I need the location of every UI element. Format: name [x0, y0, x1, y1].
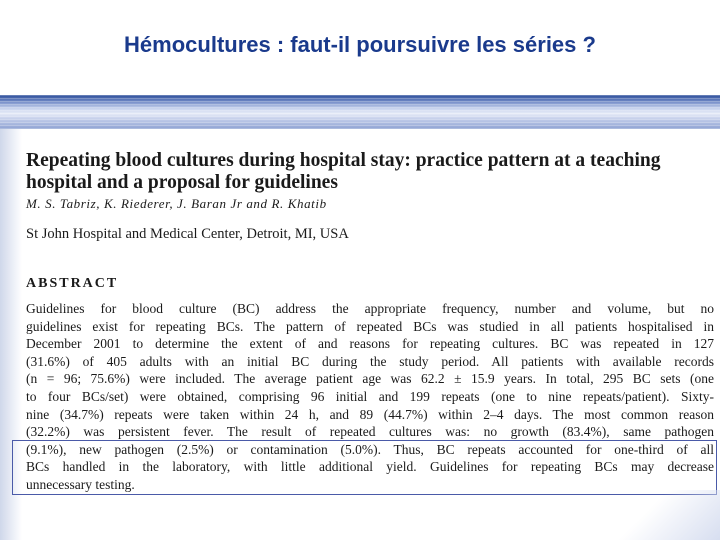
header-bar-stripes: [0, 95, 720, 129]
article-affiliation: St John Hospital and Medical Center, Detroit, MI, USA: [26, 226, 349, 242]
abstract-line: to four BCs/set) were obtained, comprising 96 initial and 199 repeats (one to nine repeats/patient). Sixty-: [26, 388, 714, 404]
slide-title: Hémocultures : faut-il poursuivre les séries ?: [124, 32, 596, 57]
abstract-line: guidelines exist for repeating BCs. The pattern of repeated BCs was studied in all patients hospitalised in: [26, 318, 714, 334]
highlight-box: [12, 440, 717, 495]
article-authors: M. S. Tabriz, K. Riederer, J. Baran Jr and R. Khatib: [26, 196, 327, 211]
abstract-line: (n = 96; 75.6%) were included. The average patient age was 62.2 ± 15.9 years. In total, 295 BC sets (one: [26, 371, 714, 387]
abstract-line: (31.6%) of 405 adults with an initial BC during the study period. All patients with available records: [26, 353, 714, 369]
abstract-line: nine (34.7%) repeats were taken within 24 h, and 89 (44.7%) within 2–4 days. The most common reason: [26, 406, 714, 422]
abstract-line: Guidelines for blood culture (BC) address the appropriate frequency, number and volume, but no: [26, 301, 714, 316]
abstract-heading: ABSTRACT: [26, 276, 119, 291]
abstract-line: (32.2%) was persistent fever. The result of repeated cultures was: no growth (83.4%), same pathogen: [26, 424, 714, 440]
corner-decoration: [600, 490, 720, 540]
abstract-line: BCs handled in the laboratory, with little additional yield. Guidelines for repeating BCs may decrease: [26, 459, 714, 475]
abstract-line: December 2001 to determine the extent of and reasons for repeating cultures. BC was repeated in 127: [26, 336, 714, 352]
abstract-line: (9.1%), new pathogen (2.5%) or contamination (5.0%). Thus, BC repeats accounted for one-third of all: [26, 441, 714, 457]
article-title: Repeating blood cultures during hospital stay: practice pattern at a teaching hospital and a proposal for guidelines: [26, 150, 661, 193]
abstract-line: unnecessary testing.: [26, 476, 135, 492]
